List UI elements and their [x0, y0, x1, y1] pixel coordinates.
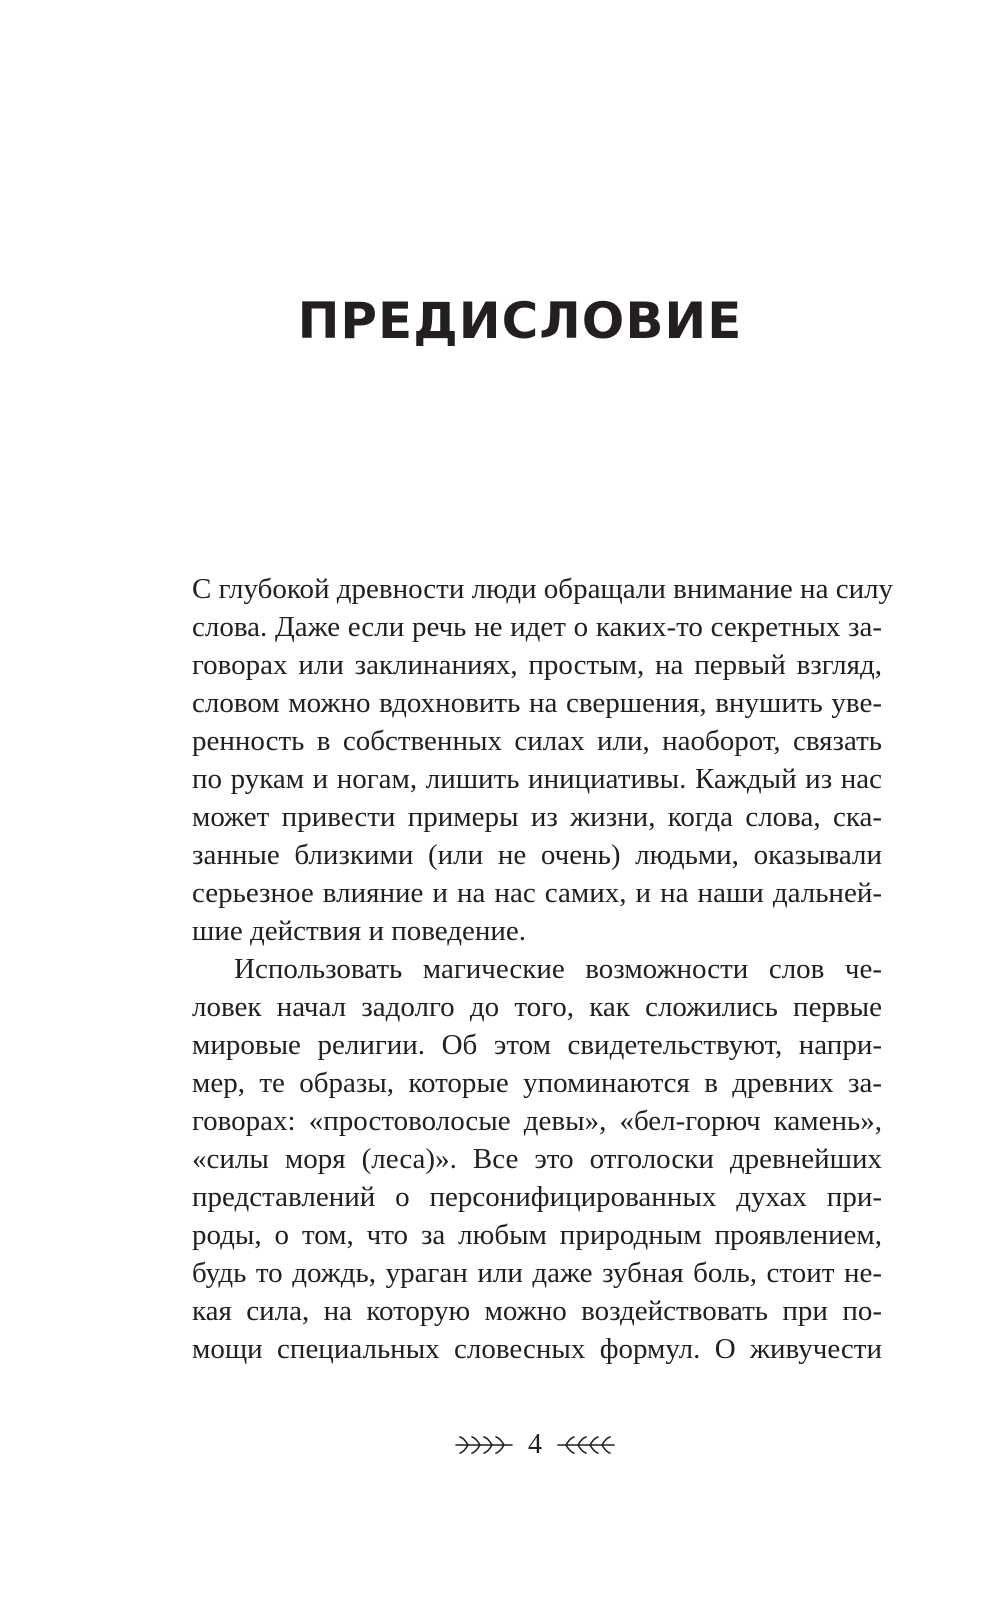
- page-footer: [0, 1425, 1000, 1465]
- left-sprig-ornament-icon: [454, 1433, 514, 1457]
- text-line: говорах или заклинаниях, простым, на первый взгляд,: [192, 649, 882, 681]
- text-line: представлений о персонифицированных духах при-: [192, 1181, 882, 1213]
- text-line: роды, о том, что за любым природным проявлением,: [192, 1219, 882, 1251]
- paragraph-2: [192, 950, 882, 1368]
- page-number: 4: [528, 1429, 542, 1460]
- text-line: слова. Даже если речь не идет о каких-то секретных за-: [192, 611, 882, 643]
- right-sprig-ornament-icon: [556, 1433, 616, 1457]
- text-line: кая сила, на которую можно воздействовать при по-: [192, 1295, 882, 1327]
- text-line: серьезное влияние и на нас самих, и на наши дальней-: [192, 877, 882, 909]
- text-line: ловек начал задолго до того, как сложились первые: [192, 991, 882, 1023]
- text-line: «силы моря (леса)». Все это отголоски древнейших: [192, 1143, 882, 1175]
- text-line: Использовать магические возможности слов че-: [234, 953, 882, 985]
- text-line: по рукам и ногам, лишить инициативы. Каждый из нас: [192, 763, 882, 795]
- text-line: мер, те образы, которые упоминаются в древних за-: [192, 1067, 882, 1099]
- text-line: словом можно вдохновить на свершения, внушить уве-: [192, 687, 882, 719]
- page-title: ПРЕДИСЛОВИЕ: [297, 292, 743, 350]
- body-text: [192, 570, 894, 1368]
- text-line: шие действия и поведение.: [192, 915, 527, 947]
- paragraph-1: [192, 570, 894, 950]
- text-line: будь то дождь, ураган или даже зубная боль, стоит не-: [192, 1257, 882, 1289]
- text-line: мощи специальных словесных формул. О живучести: [192, 1333, 882, 1365]
- text-line: мировые религии. Об этом свидетельствуют, напри-: [192, 1029, 882, 1061]
- text-line: может привести примеры из жизни, когда слова, ска-: [192, 801, 882, 833]
- text-line: занные близкими (или не очень) людьми, оказывали: [192, 839, 882, 871]
- text-line: С глубокой древности люди обращали внимание на силу: [192, 573, 894, 605]
- text-line: говорах: «простоволосые девы», «бел-горюч камень»,: [192, 1105, 882, 1137]
- text-line: ренность в собственных силах или, наоборот, связать: [192, 725, 882, 757]
